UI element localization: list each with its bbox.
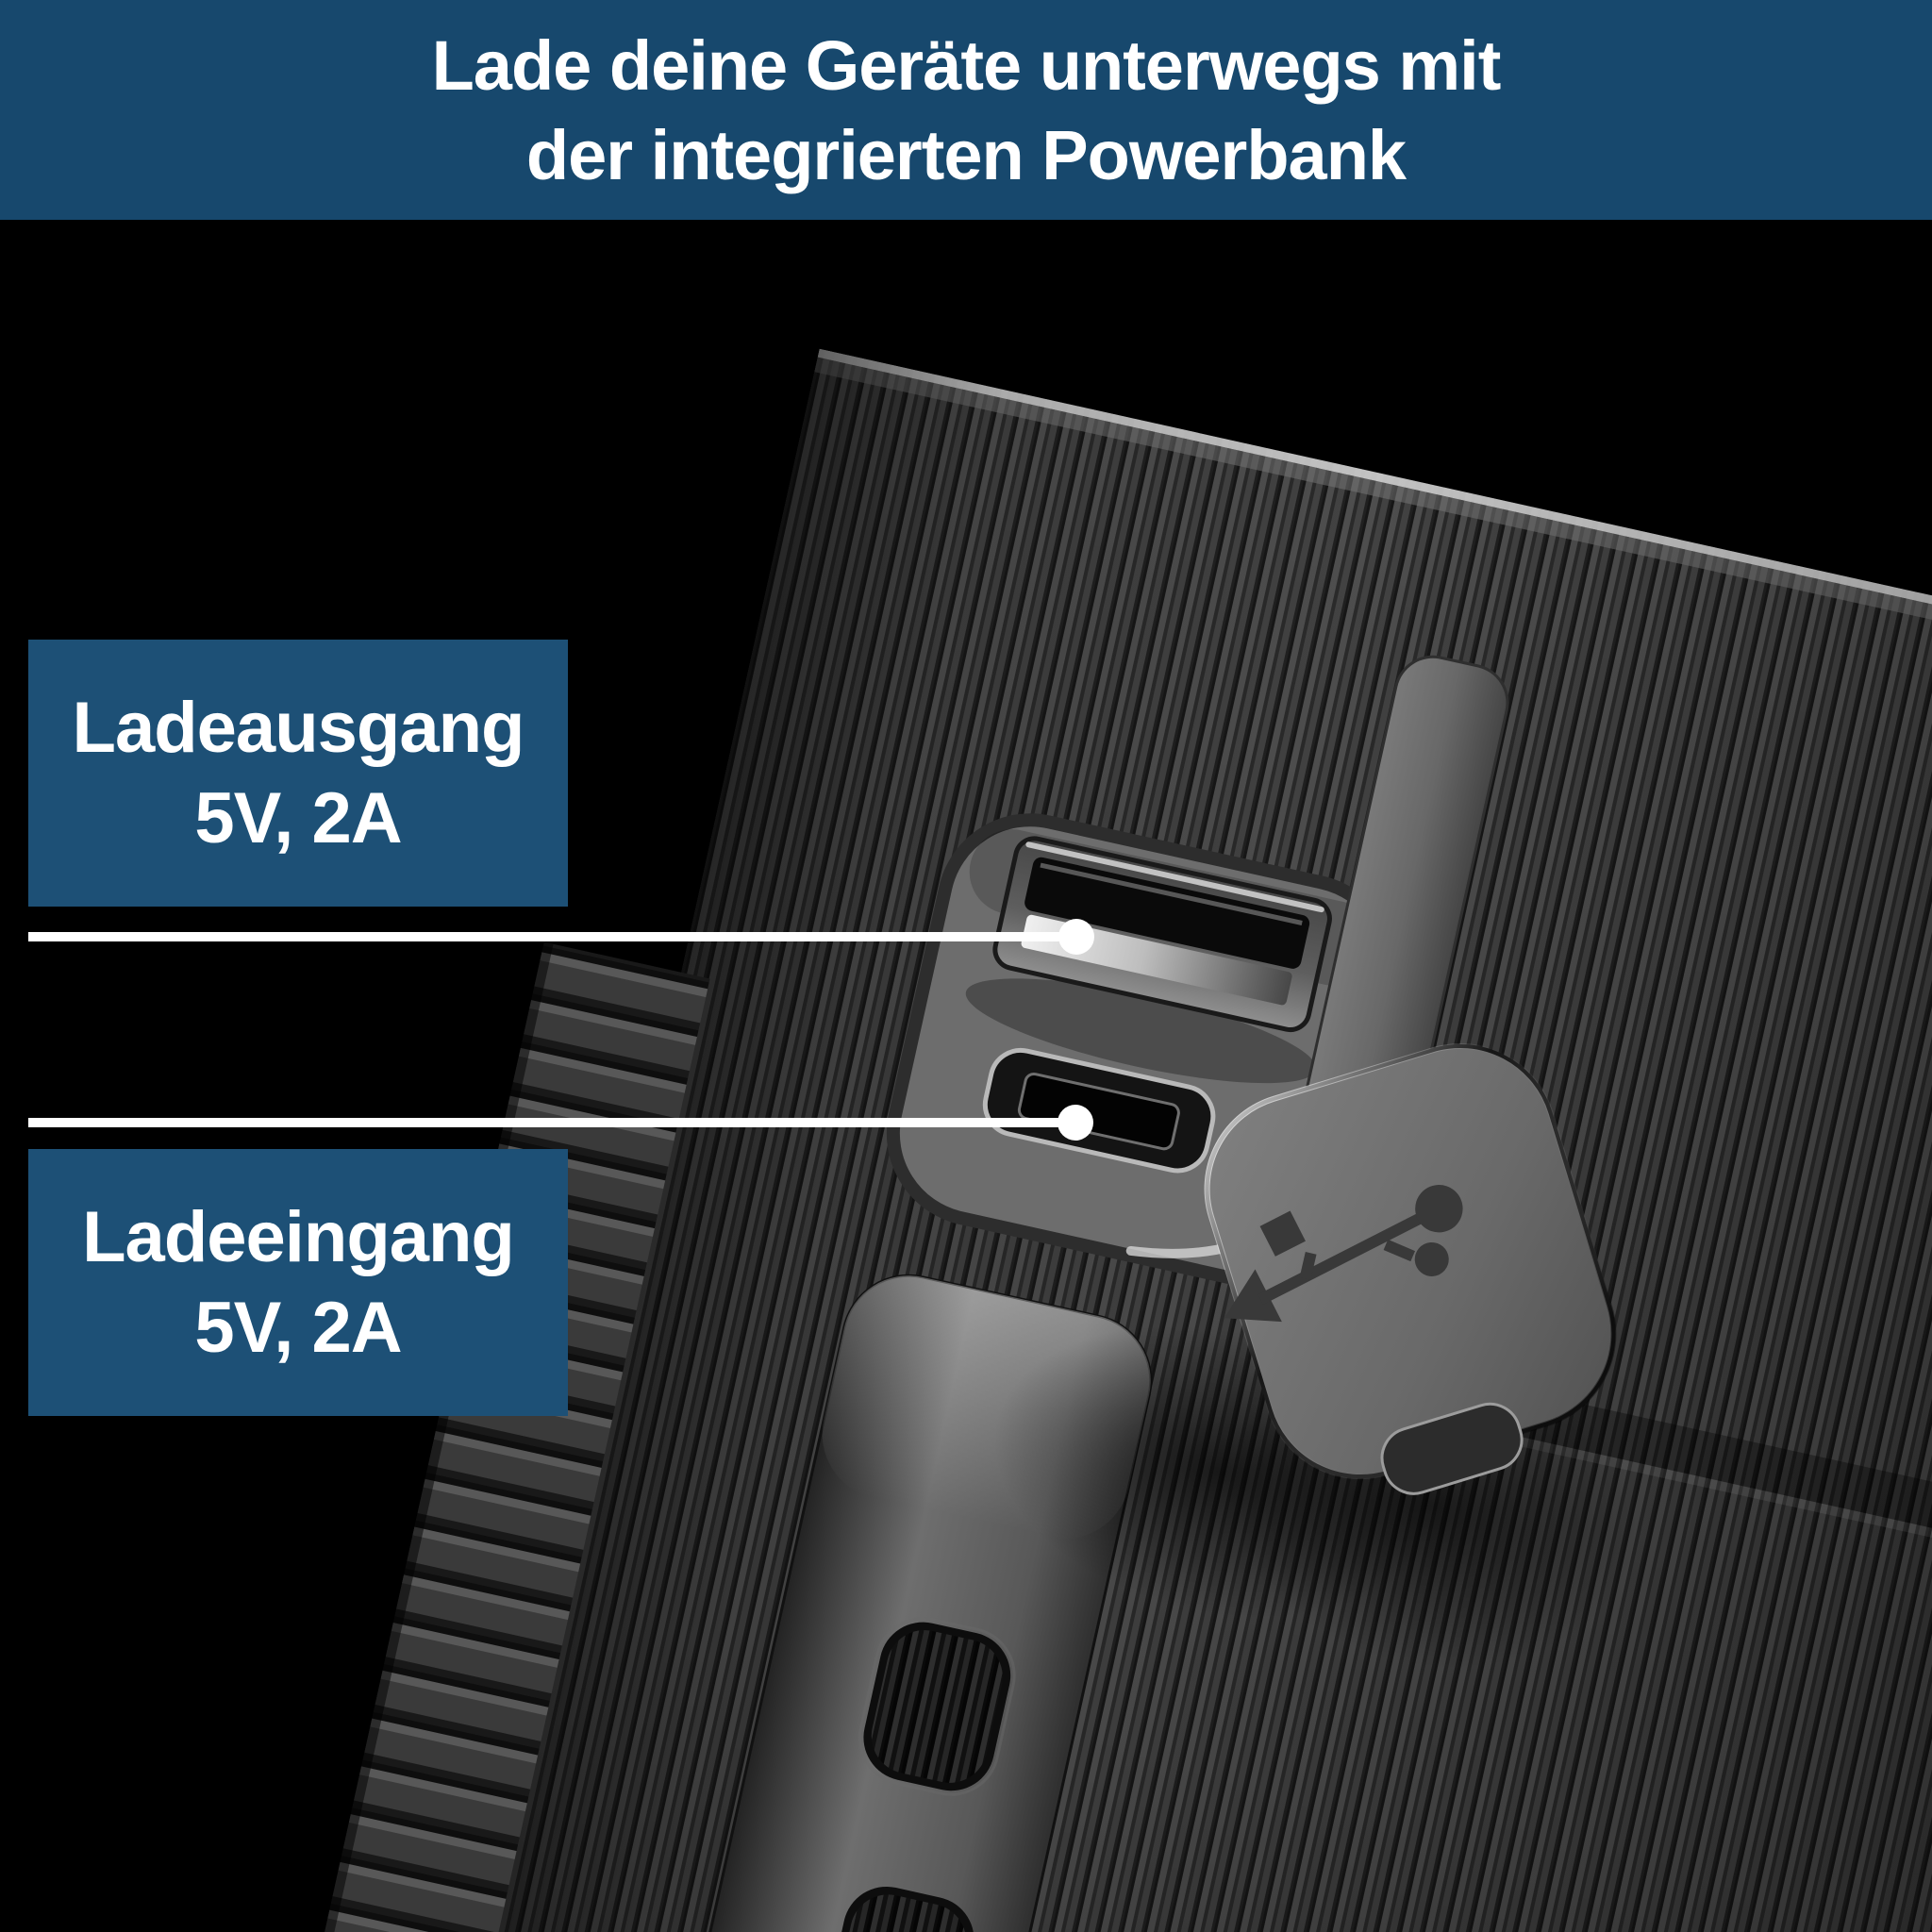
callout-line-input <box>28 1118 1076 1127</box>
callout-output-line2: 5V, 2A <box>194 777 402 858</box>
callout-label-output <box>28 640 568 907</box>
callout-dot-input <box>1058 1105 1093 1141</box>
page-title-line1: Lade deine Geräte unterwegs mit <box>431 25 1501 105</box>
page-header <box>0 0 1932 220</box>
callout-line-output <box>28 932 1077 941</box>
callout-dot-output <box>1058 919 1094 955</box>
callout-label-input <box>28 1149 568 1416</box>
callout-input-line2: 5V, 2A <box>194 1287 402 1368</box>
callout-output-line1: Ladeausgang <box>72 687 525 768</box>
callout-input-line1: Ladeeingang <box>82 1196 514 1277</box>
page-title-line2: der integrierten Powerbank <box>525 115 1407 194</box>
